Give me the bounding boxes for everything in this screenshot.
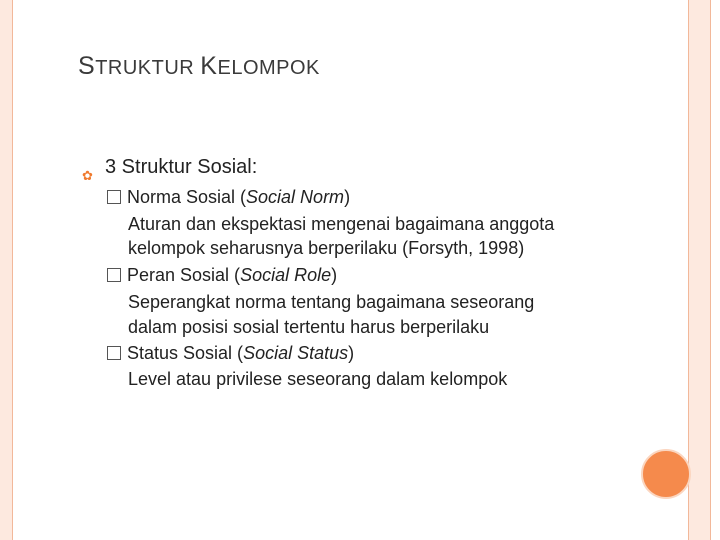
list-item-description: Aturan dan ekspektasi mengenai bagaimana anggota [128,214,555,234]
empty-box-icon [107,346,121,360]
right-border-line-inner [688,0,689,540]
list-item-label: Norma Sosial (Social Norm) [107,187,350,208]
left-border-line [12,0,13,540]
left-border-band [0,0,12,540]
empty-box-icon [107,268,121,282]
list-item-description: Level atau privilese seseorang dalam kelompok [128,369,508,389]
title-word: ELOMPOK [217,57,320,79]
title-initial: S [78,52,96,80]
right-border-band [688,0,710,540]
list-item-label: Peran Sosial (Social Role) [107,265,337,286]
list-item-description: dalam posisi sosial tertentu harus berperilaku [128,317,490,337]
main-point: 3 Struktur Sosial: [105,156,258,178]
list-item-description: kelompok seharusnya berperilaku (Forsyth, 1998) [128,238,525,258]
decorative-circle [641,449,691,499]
empty-box-icon [107,190,121,204]
title-initial: K [200,52,218,80]
slide-title [78,52,320,81]
title-word: TRUKTUR [95,57,201,79]
fleuron-bullet-icon: ✿ [82,168,93,183]
right-border-line-outer [710,0,711,540]
list-item-label: Status Sosial (Social Status) [107,343,354,364]
list-item-description: Seperangkat norma tentang bagaimana seseorang [128,292,535,312]
